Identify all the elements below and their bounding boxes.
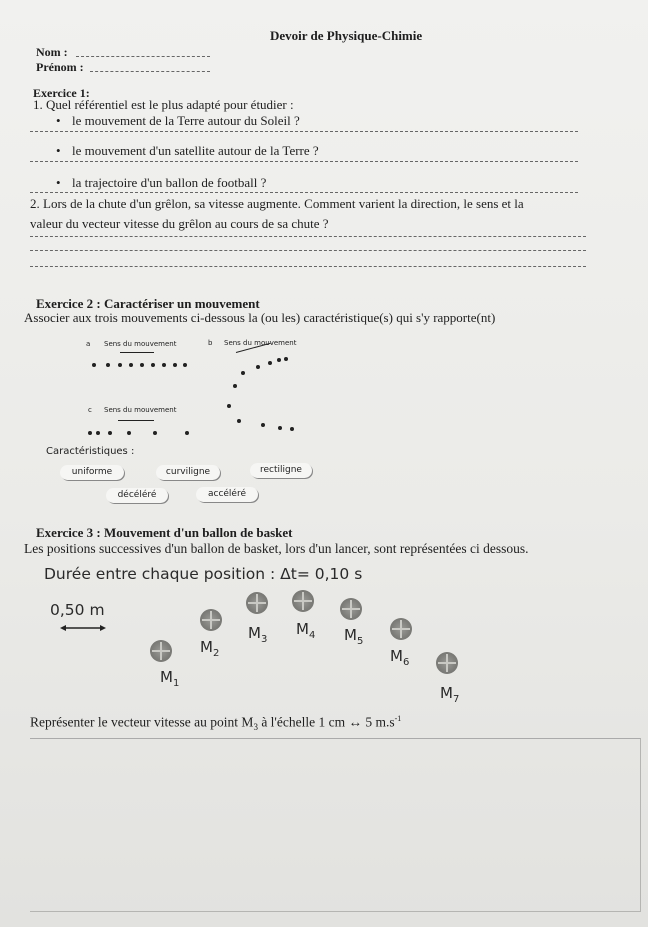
caracteristiques-label: Caractéristiques : <box>46 446 135 457</box>
position-dot <box>127 431 131 435</box>
position-dot <box>290 427 294 431</box>
label-m3: $M_3$ <box>248 624 268 645</box>
answer-line[interactable] <box>30 266 586 267</box>
position-dot <box>88 431 92 435</box>
diagram-a-letter: a <box>86 340 91 348</box>
nom-label: Nom : <box>36 45 68 59</box>
exercice1-item-football: la trajectoire d'un ballon de football ? <box>72 175 267 190</box>
position-dot <box>118 363 122 367</box>
exercice1-item-satellite: le mouvement d'un satellite autour de la Terre ? <box>72 143 319 158</box>
position-dot <box>256 365 260 369</box>
bullet-icon: • <box>56 113 61 128</box>
position-dot <box>92 363 96 367</box>
question-suffix: à l'échelle 1 cm ↔ 5 m.s <box>257 714 395 730</box>
exercice1-title: Exercice 1: <box>33 86 90 100</box>
prenom-label: Prénom : <box>36 60 84 74</box>
answer-line[interactable] <box>30 192 578 193</box>
label-m5: $M_5$ <box>344 626 364 647</box>
duree-prefix: Durée entre chaque position : <box>44 565 281 583</box>
ball-m1 <box>150 640 172 662</box>
answer-line[interactable] <box>30 131 578 132</box>
position-dot <box>106 363 110 367</box>
answer-line[interactable] <box>30 236 586 237</box>
ball-m4 <box>292 590 314 612</box>
diagram-c-direction-label: Sens du mouvement <box>104 406 177 414</box>
position-dot <box>277 358 281 362</box>
tag-rectiligne[interactable]: rectiligne <box>250 463 312 478</box>
position-dot <box>278 426 282 430</box>
question-exponent: -1 <box>394 714 402 723</box>
diagram-c-letter: c <box>88 406 92 414</box>
label-m4: $M_4$ <box>296 620 316 641</box>
position-dot <box>227 404 231 408</box>
position-dot <box>129 363 133 367</box>
nom-field[interactable] <box>76 56 210 57</box>
position-dot <box>140 363 144 367</box>
position-dot <box>96 431 100 435</box>
worksheet-title: Devoir de Physique-Chimie <box>270 28 423 43</box>
position-dot <box>237 419 241 423</box>
label-m7: $M_7$ <box>440 684 460 705</box>
tag-uniforme[interactable]: uniforme <box>60 465 124 480</box>
position-dot <box>185 431 189 435</box>
exercice2-title: Exercice 2 : Caractériser un mouvement <box>36 296 260 311</box>
ball-m5 <box>340 598 362 620</box>
delta-t-symbol: Δt <box>280 565 297 583</box>
position-dot <box>153 431 157 435</box>
position-dot <box>261 423 265 427</box>
label-m6: $M_6$ <box>390 647 410 668</box>
position-dot <box>151 363 155 367</box>
ball-m6 <box>390 618 412 640</box>
bullet-icon: • <box>56 175 61 190</box>
label-m1: $M_1$ <box>160 668 180 689</box>
diagram-a-direction-arrow <box>120 352 154 353</box>
ball-m7 <box>436 652 458 674</box>
diagram-b-letter: b <box>208 339 213 347</box>
ball-m3 <box>246 592 268 614</box>
position-dot <box>173 363 177 367</box>
exercice1-item-terre-soleil: le mouvement de la Terre autour du Soleil ? <box>72 113 300 128</box>
exercice1-question2-line2: valeur du vecteur vitesse du grêlon au cours de sa chute ? <box>30 216 329 231</box>
answer-line[interactable] <box>30 161 578 162</box>
position-dot <box>183 363 187 367</box>
prenom-field[interactable] <box>90 71 210 72</box>
bullet-icon: • <box>56 143 61 158</box>
duree-value: = 0,10 s <box>296 565 363 583</box>
tag-curviligne[interactable]: curviligne <box>156 465 220 480</box>
answer-frame[interactable] <box>30 738 641 912</box>
question-index: 3 <box>253 722 258 733</box>
position-dot <box>162 363 166 367</box>
tag-accelere[interactable]: accéléré <box>196 487 258 502</box>
position-dot <box>268 361 272 365</box>
exercice1-question1: 1. Quel référentiel est le plus adapté pour étudier : <box>33 97 294 112</box>
scale-label: 0,50 m <box>50 601 105 619</box>
exercice2-instruction: Associer aux trois mouvements ci-dessous la (ou les) caractéristique(s) qui s'y rapporte(nt) <box>24 310 496 325</box>
duree-text <box>44 565 362 583</box>
diagram-b-direction-label: Sens du mouvement <box>224 339 297 347</box>
position-dot <box>241 371 245 375</box>
diagram-c-direction-arrow <box>118 420 154 421</box>
question-prefix: Représenter le vecteur vitesse au point M <box>30 714 254 730</box>
exercice3-title: Exercice 3 : Mouvement d'un ballon de basket <box>36 525 293 540</box>
exercice1-question2-line1: 2. Lors de la chute d'un grêlon, sa vitesse augmente. Comment varient la direction, le sens et la <box>30 196 524 211</box>
position-dot <box>284 357 288 361</box>
position-dot <box>108 431 112 435</box>
ball-m2 <box>200 609 222 631</box>
diagram-a-direction-label: Sens du mouvement <box>104 340 177 348</box>
scale-double-arrow <box>60 623 106 633</box>
label-m2: $M_2$ <box>200 638 220 659</box>
position-dot <box>233 384 237 388</box>
exercice3-question <box>30 714 401 732</box>
answer-line[interactable] <box>30 250 586 251</box>
exercice3-intro: Les positions successives d'un ballon de basket, lors d'un lancer, sont représentées ci dessous. <box>24 541 529 556</box>
tag-decelere[interactable]: décéléré <box>106 488 168 503</box>
